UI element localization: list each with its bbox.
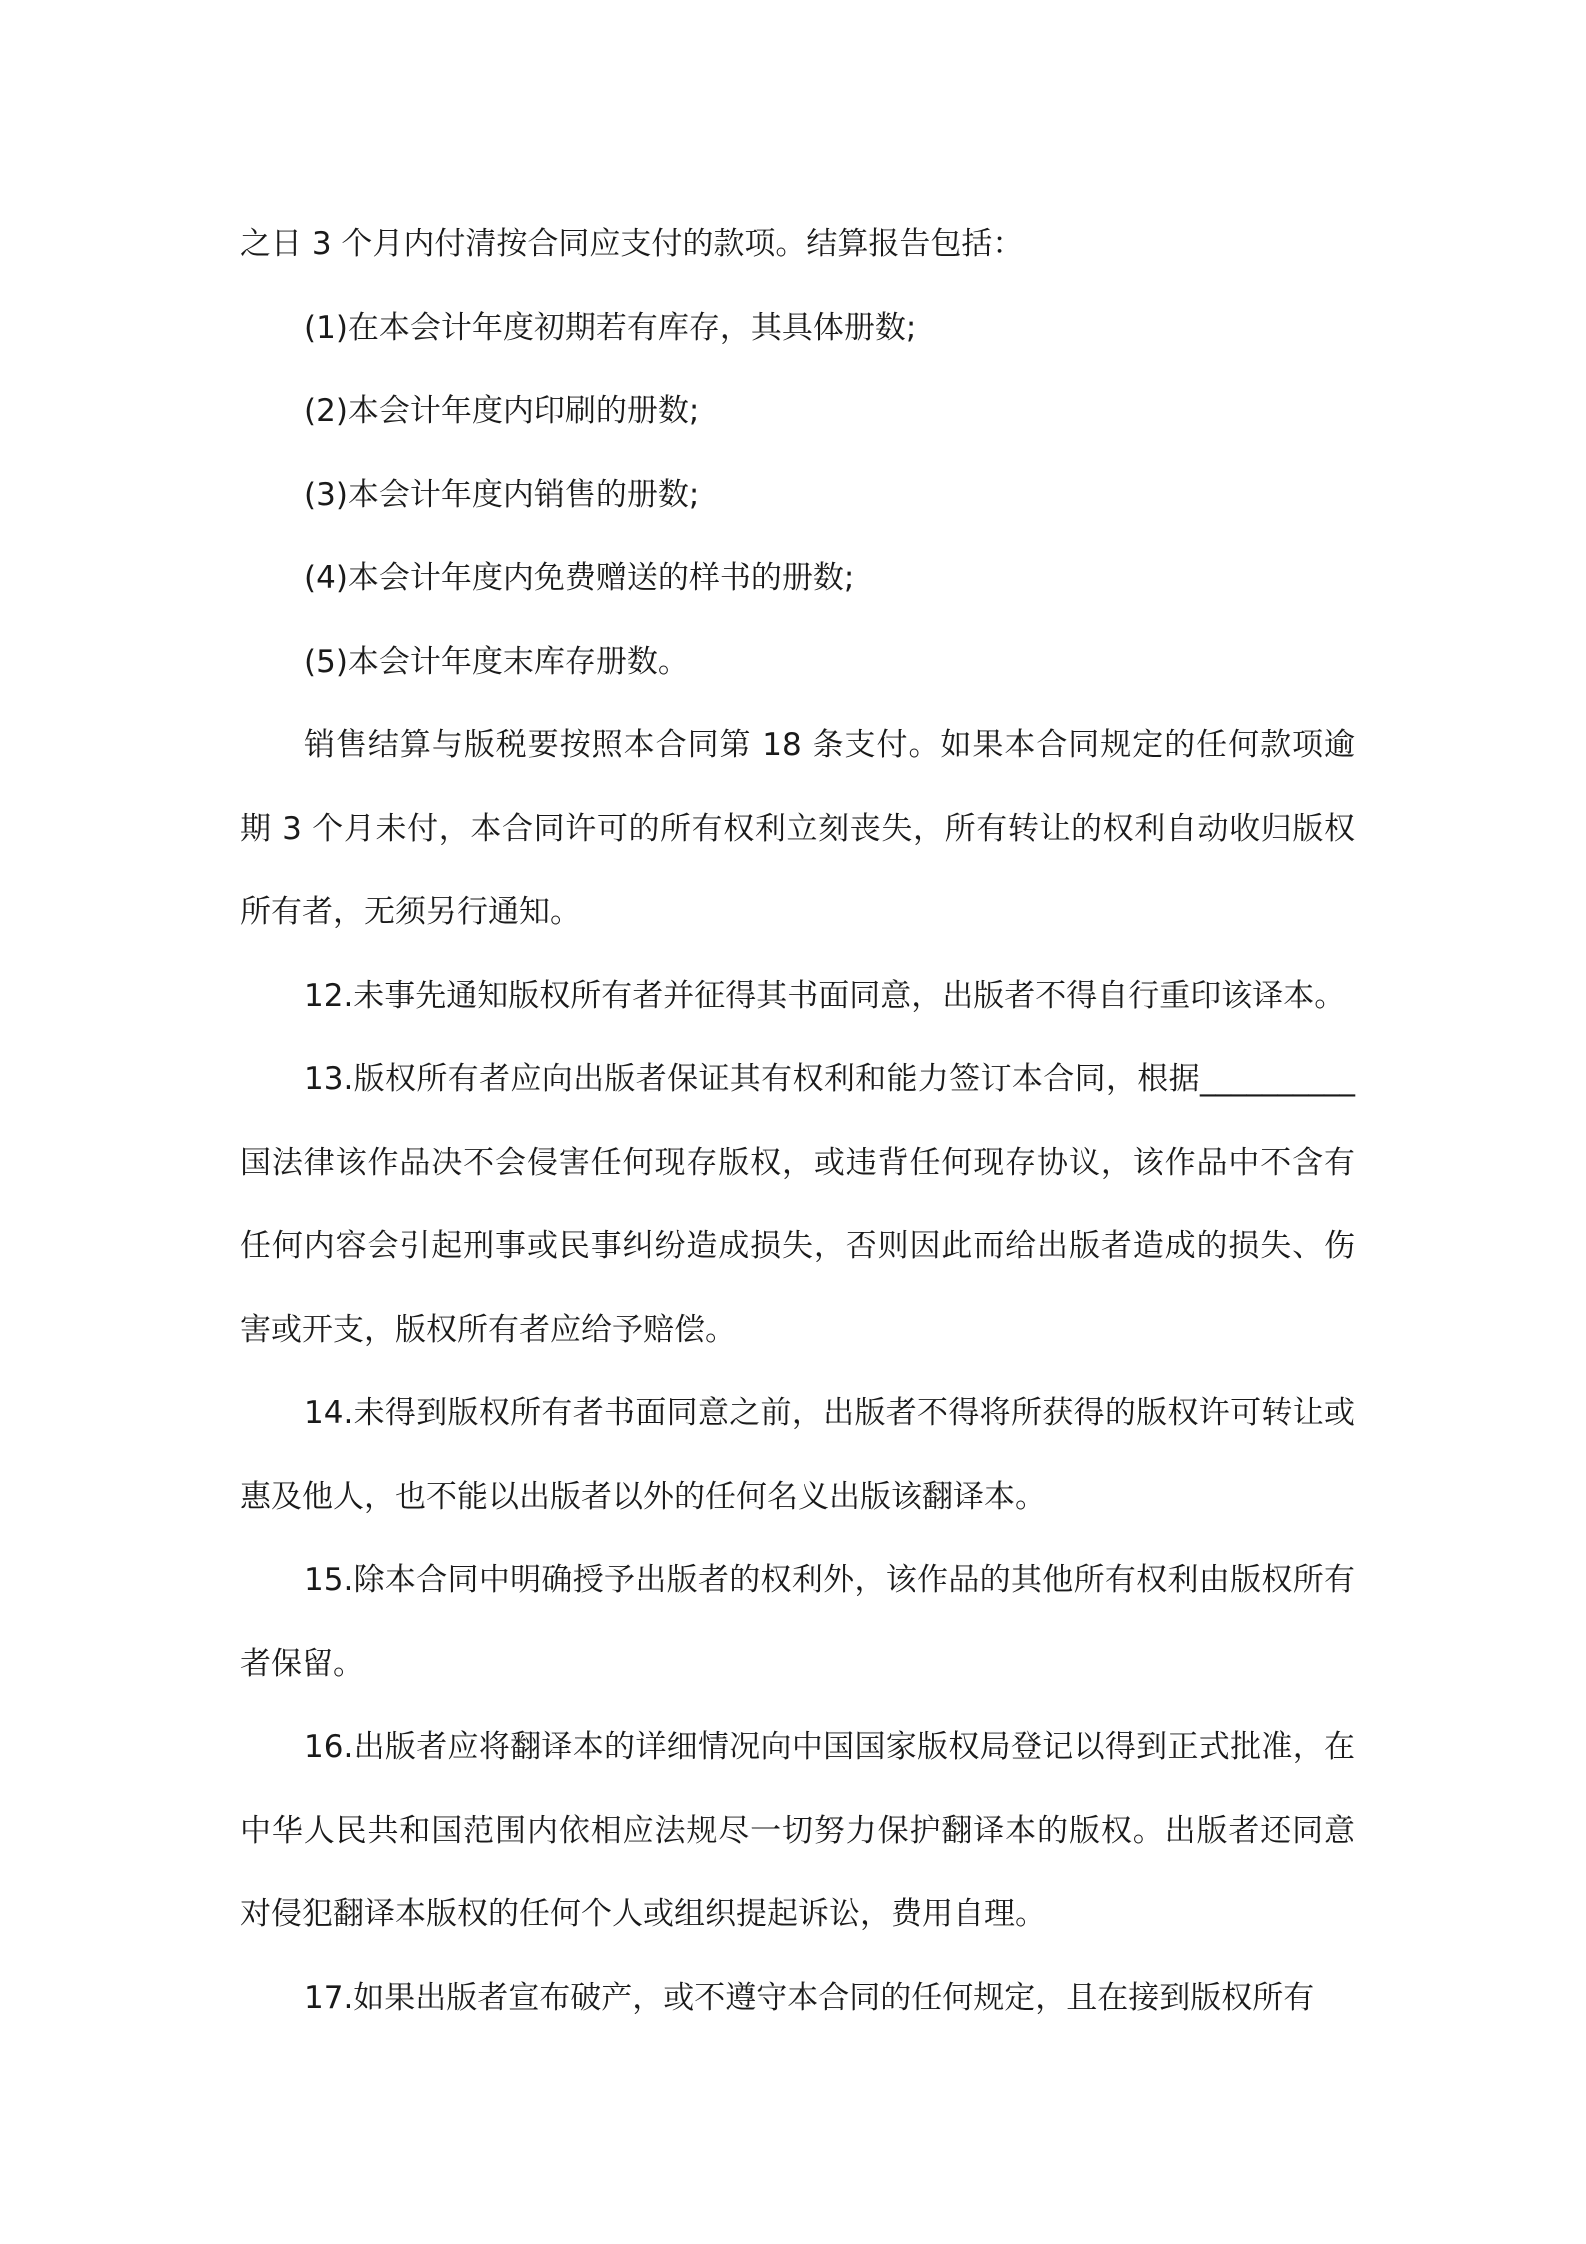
paragraph-continuation: 之日 3 个月内付清按合同应支付的款项。结算报告包括： [240, 226, 1024, 262]
clause-12: 12.未事先通知版权所有者并征得其书面同意，出版者不得自行重印该译本。 [304, 977, 1346, 1014]
paragraph-settlement: 销售结算与版税要按照本合同第 18 条支付。如果本合同规定的任何款项逾期 3 个月未付，本合同许可的所有权利立刻丧失，所有转让的权利自动收归版权所有者，无须另行通知。 [240, 727, 1355, 930]
clause-13: 13.版权所有者应向出版者保证其有权利和能力签订本合同，根据__________国法律该作品决不会侵害任何现存版权，或违背任何现存协议，该作品中不含有任何内容会引起刑事或民事纠纷造成损失，否则因此而给出版者造成的损失、伤害或开支，版权所有者应给予赔偿。 [240, 1061, 1355, 1348]
list-item-5: (5)本会计年度末库存册数。 [304, 643, 689, 680]
clause-17: 17.如果出版者宣布破产，或不遵守本合同的任何规定，且在接到版权所有 [304, 1979, 1315, 2016]
clause-16: 16.出版者应将翻译本的详细情况向中国国家版权局登记以得到正式批准，在中华人民共和国范围内依相应法规尽一切努力保护翻译本的版权。出版者还同意对侵犯翻译本版权的任何个人或组织提起诉讼，费用自理。 [240, 1729, 1355, 1932]
list-item-1: (1)在本会计年度初期若有库存，其具体册数; [304, 309, 917, 346]
list-item-3: (3)本会计年度内销售的册数; [304, 476, 700, 513]
clause-14: 14.未得到版权所有者书面同意之前，出版者不得将所获得的版权许可转让或惠及他人，也不能以出版者以外的任何名义出版该翻译本。 [240, 1395, 1355, 1515]
list-item-2: (2)本会计年度内印刷的册数; [304, 393, 700, 429]
list-item-4: (4)本会计年度内免费赠送的样书的册数; [304, 560, 855, 596]
clause-15: 15.除本合同中明确授予出版者的权利外，该作品的其他所有权利由版权所有者保留。 [240, 1562, 1355, 1682]
document-body [240, 203, 1355, 2040]
